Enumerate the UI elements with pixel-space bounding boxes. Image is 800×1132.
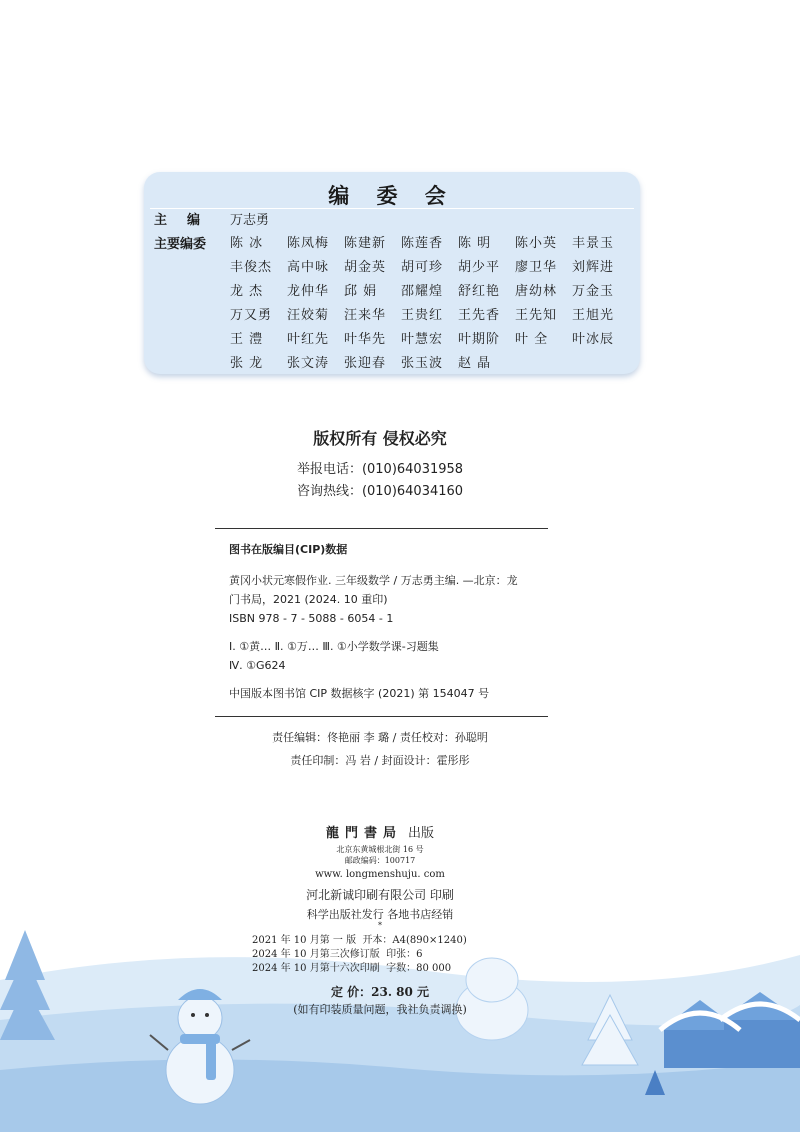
editor-credits: 责任编辑：佟艳丽 李 璐 / 责任校对：孙聪明 [272,731,488,744]
board-member-name: 王 澧 [230,332,264,347]
print-info-row: 2021 年 10 月第 一 版 开本：A4(890×1240) [252,935,467,946]
board-member-name: 叶华先 [344,332,387,347]
chief-editor-name: 万志勇 [230,213,270,228]
board-member-name: 龙仲华 [287,284,330,299]
board-member-name: 王先知 [515,308,558,323]
board-member-name: 张文涛 [287,356,330,371]
board-member-name: 邱 娟 [344,284,378,299]
board-title: 编 委 会 [328,184,456,208]
print-info-row: 2024 年 10 月第三次修订版 印张：6 [252,949,423,960]
board-member-name: 汪姣菊 [287,308,330,323]
copyright-notice: 版权所有 侵权必究 [313,429,447,448]
board-member-name: 刘辉进 [572,260,615,275]
board-member-name: 叶冰辰 [572,332,615,347]
board-member-name: 胡金英 [344,260,387,275]
publisher-logo: 龍門書局 [325,826,402,841]
board-member-name: 万金玉 [572,284,615,299]
cip-block [229,540,549,703]
board-member-name: 王贵红 [401,308,444,323]
board-member-name: 叶期阶 [458,332,501,347]
board-member-name: 陈小英 [515,236,558,251]
board-member-name: 陈建新 [344,236,387,251]
cip-heading: 图书在版编目(CIP)数据 [229,543,348,556]
board-member-name: 唐幼林 [515,284,558,299]
cip-classification: Ⅳ. ①G624 [229,659,286,672]
cip-top-rule [215,528,548,529]
distribution-line: 科学出版社发行 各地书店经销 [306,908,454,921]
quality-notice: (如有印装质量问题，我社负责调换) [293,1003,467,1016]
editorial-board-box [144,172,640,374]
publish-action: 出版 [408,826,435,841]
board-member-name: 张迎春 [344,356,387,371]
board-member-name: 汪来华 [344,308,387,323]
cip-line: 黄冈小状元寒假作业. 三年级数学 / 万志勇主编. —北京：龙 [229,574,518,587]
board-member-name: 陈凤梅 [287,236,330,251]
separator-mark: * [378,921,382,930]
printer-line: 河北新诚印刷有限公司 印刷 [306,888,454,902]
board-member-name: 张玉波 [401,356,444,371]
board-member-name: 丰俊杰 [230,260,273,275]
board-member-name: 万又勇 [230,308,273,323]
board-member-name: 胡可珍 [401,260,444,275]
publisher-website: www. longmenshuju. com [315,869,445,880]
board-member-name: 王旭光 [572,308,615,323]
publisher-zip: 邮政编码：100717 [344,856,416,865]
board-member-name: 高中咏 [287,260,330,275]
board-divider [150,208,634,209]
cip-isbn: ISBN 978 - 7 - 5088 - 6054 - 1 [229,612,394,625]
chief-editor-label: 主编 [154,213,221,228]
board-member-name: 叶慧宏 [401,332,444,347]
board-member-name: 王先香 [458,308,501,323]
board-member-name: 龙 杰 [230,284,264,299]
board-member-name: 舒红艳 [458,284,501,299]
print-info-row: 2024 年 10 月第十六次印刷 字数：80 000 [252,963,452,974]
print-info-table [252,934,467,976]
cip-bottom-rule [215,716,548,717]
board-member-name: 叶红先 [287,332,330,347]
members-grid [230,232,630,376]
cip-record-number: 中国版本图书馆 CIP 数据核字 (2021) 第 154047 号 [229,687,490,700]
board-member-name: 张 龙 [230,356,264,371]
production-credits: 责任印制：冯 岩 / 封面设计：霍彤彤 [290,754,470,767]
board-member-name: 廖卫华 [515,260,558,275]
board-member-name: 胡少平 [458,260,501,275]
report-phone: 举报电话：(010)64031958 [296,462,464,477]
board-member-name: 陈 明 [458,236,492,251]
publisher-address: 北京东黄城根北街 16 号 [336,845,424,854]
price: 定 价：23. 80 元 [330,985,430,999]
cip-classification: Ⅰ. ①黄… Ⅱ. ①万… Ⅲ. ①小学数学课-习题集 [229,640,439,653]
members-label: 主要编委 [154,237,207,252]
board-member-name: 陈莲香 [401,236,444,251]
board-member-name: 丰景玉 [572,236,615,251]
cip-line: 门书局，2021 (2024. 10 重印) [229,593,388,606]
board-member-name: 陈 冰 [230,236,264,251]
board-member-name: 叶 全 [515,332,549,347]
board-member-name: 赵 晶 [458,356,492,371]
consult-hotline: 咨询热线：(010)64034160 [296,484,464,499]
board-member-name: 邵耀煌 [401,284,444,299]
publisher-line [0,822,760,841]
